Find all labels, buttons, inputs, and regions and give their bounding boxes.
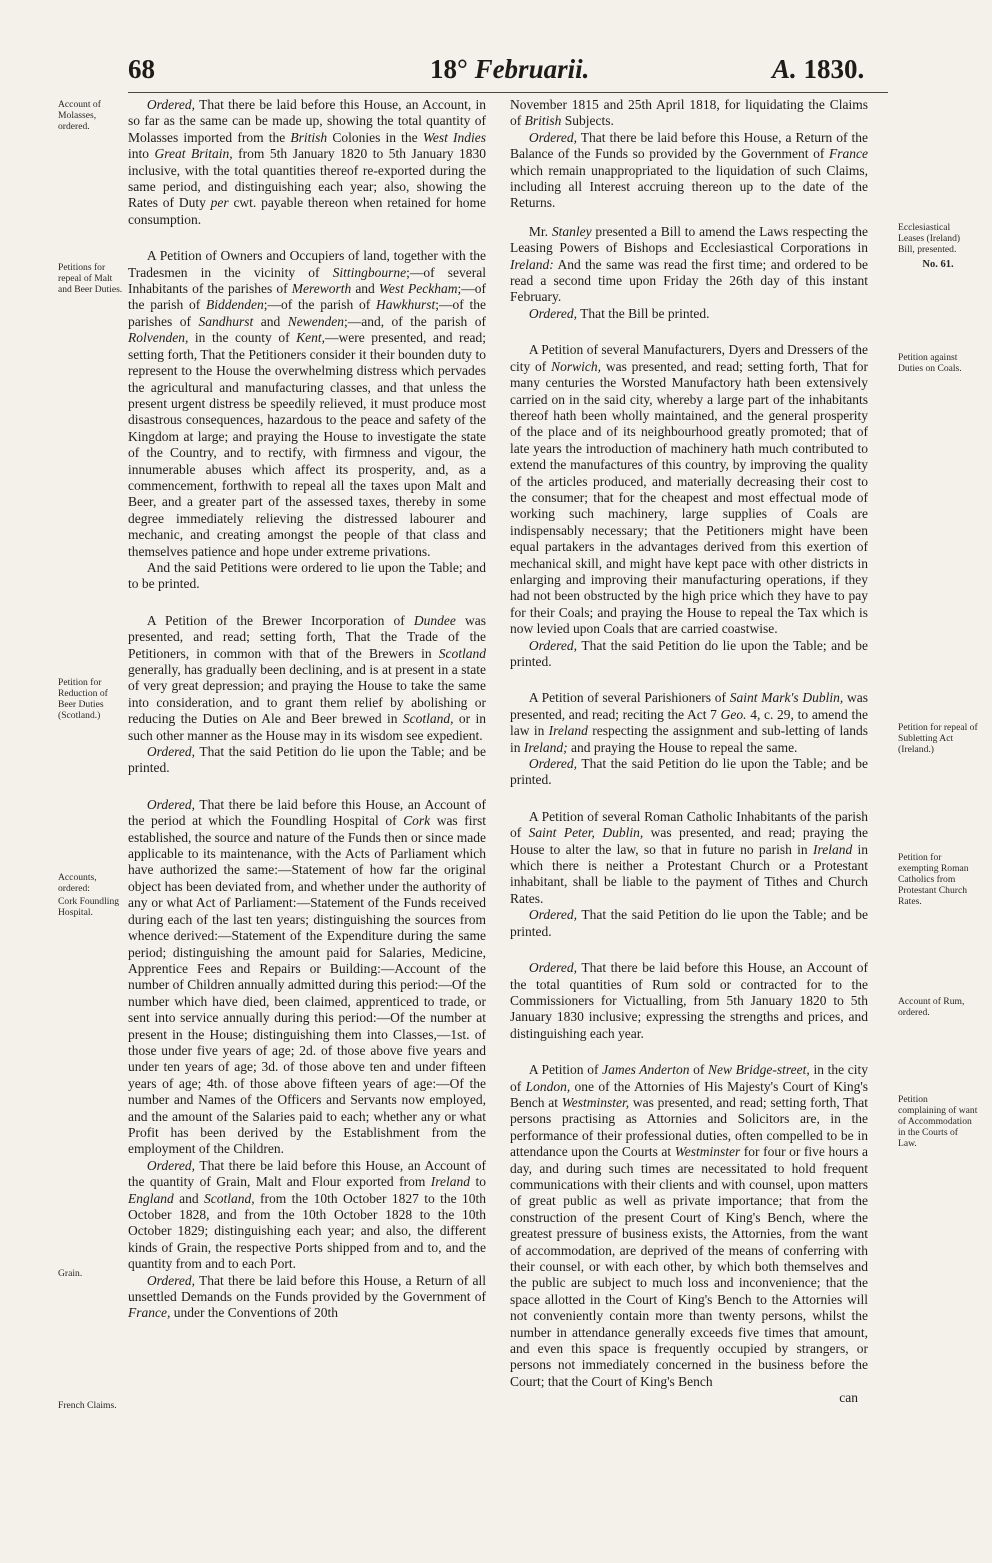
margin-note-rum: Account of Rum, ordered. xyxy=(898,996,965,1018)
margin-note-coals: Petition against Duties on Coals. xyxy=(898,352,962,374)
margin-note-church-rates: Petition for exempting Roman Catholics from Protestant Church Rates. xyxy=(898,852,969,907)
ecclesiastical-note: Ecclesiastical Leases (Ireland) Bill, presented. xyxy=(898,222,961,255)
paragraph-anderton: A Petition of James Anderton of New Bridge-street, in the city of London, one of the Attornies of His Majesty's Court of King's Bench at Westminster, was presented, and read; setting forth, That persons practising as Attornies and Solicitors are, in the performance of their professional duties, often compelled to be in attendance upon the Courts at Westminster for four or five hours a day, and during such times are necessitated to hold frequent communications with their clients and with counsel, upon matters of great public as well as private importance; that from the construction of the present Court of King's Bench, where the greatest pressure of business exists, the Attornies, from the want of accommodation, are deprived of the means of conferring with their counsel, or with each other, by which both themselves and the public are subject to much loss and inconvenience; that the space allotted in the Court of King's Bench to the Attornies will not conveniently contain more than twenty persons, whilst the number in attendance generally exceeds five times that amount, and even this space is frequently occupied by strangers, or persons not immediately concerned in the business before the Court; that the Court of King's Bench xyxy=(510,1062,869,1389)
margin-note-french-claims: French Claims. xyxy=(58,1400,117,1411)
paragraph-stanley-order: Ordered, That the Bill be printed. xyxy=(528,305,710,321)
paragraph-saint-mark-order: Ordered, That the said Petition do lie upon the Table; and be printed. xyxy=(510,756,868,788)
running-head-date xyxy=(430,54,589,85)
margin-note-malt-beer: Petitions for repeal of Malt and Beer Duties. xyxy=(58,262,123,295)
bill-number: No. 61. xyxy=(922,259,954,270)
paragraph-saint-peter-order: Ordered, That the said Petition do lie upon the Table; and be printed. xyxy=(510,907,868,939)
paragraph-cork: Ordered, That there be laid before this House, an Account of the period at which the Foundling Hospital of Cork was first established, the source and nature of the Funds then or since made applicable to its maintenance, with the Acts of Parliament which have authorized the same:—Statement of how far the original object has been deviated from, and whether under the authority of any or what Act of Parliament:—Statement of the Funds received during each of the last ten years; distinguishing the sources from whence derived:—Statement of the Expenditure during the same period; distinguishing the amount paid for Salaries, Medicine, Apprentice Fees and Repairs or Building:—Account of the number of Children annually admitted during this period:—Of the number which have died, been claimed, apprenticed to trade, or sent into service annually during this period:—Of the number at present in the House; distinguishing them into Classes,—1st. of those under five years of age; 2d. of those above five years and under ten years of age; 3d. of those above ten and under fifteen years of age; 4th. of those above fifteen years of age:—Of the number and Names of the Officers and Servants now employed, and the amount of the Salaries paid to each; whether any or what Profit has been derived by the Establishment from the employment of the Children. xyxy=(128,796,486,1157)
margin-note-cork-hospital: Cork Foundling Hospital. xyxy=(58,896,120,918)
date-month: Februarii. xyxy=(474,54,590,84)
paragraph-french-claims: Ordered, That there be laid before this House, a Return of all unsettled Demands on the Funds provided by the Government of France, under the Conventions of 20th xyxy=(128,1272,486,1321)
margin-note-subletting: Petition for repeal of Subletting Act (Ireland.) xyxy=(898,722,978,755)
header-rule xyxy=(128,92,888,93)
margin-note-accounts-ordered: Accounts, ordered: xyxy=(58,872,97,894)
running-head-year xyxy=(772,54,864,85)
paragraph-norwich: A Petition of several Manufacturers, Dyers and Dressers of the city of Norwich, was presented, and read; setting forth, That for many centuries the Worsted Manufactory hath been extensively carried on in the said city, whereby a large part of the inhabitants thereof hath been wholly maintained, and the general prosperity of the place and of its neighbourhood greatly promoted; that of late years the introduction of machinery hath much contributed to extend the manufactures of this country, by improving the quality of the articles produced, and materially decreasing their cost to the consumer; that for the cheapest and most effectual mode of working such machinery, large supplies of Coals are indispensably necessary; that the Petitioners might have been equal partakers in the advantages derived from this exertion of mechanical skill, and might have kept pace with other districts in enlarging and improving their manufacturing operations, if they had not been obstructed by the high price which they have to pay for their Coals; and praying the House to repeal the Tax which is now levied upon Coals that are carried coastwise. xyxy=(510,342,869,637)
catchword: can xyxy=(839,1390,858,1406)
paragraph-molasses: Ordered, That there be laid before this House, an Account, in so far as the same can be made up, showing the total quantity of Molasses imported from the British Colonies in the West Indies into Great Britain, from 5th January 1820 to 5th January 1830 inclusive, with the total quantities thereof re-exported during the same period, and distinguishing each year; also, showing the Rates of Duty per cwt. payable thereon when retained for home consumption. xyxy=(128,97,486,227)
margin-note-molasses: Account of Molasses, ordered. xyxy=(58,99,101,132)
paragraph-dundee-order: Ordered, That the said Petition do lie upon the Table; and be printed. xyxy=(128,744,486,776)
right-column xyxy=(510,97,868,1407)
paragraph-stanley-bill: Mr. Stanley presented a Bill to amend the Laws respecting the Leasing Powers of Bishops and Ecclesiastical Corporations in Ireland: And the same was read the first time; and ordered to be read a second time upon Friday the 26th day of this instant February. xyxy=(510,223,868,305)
year: 1830. xyxy=(803,54,865,84)
paragraph-norwich-order: Ordered, That the said Petition do lie upon the Table; and be printed. xyxy=(510,637,868,669)
margin-note-beer-scotland: Petition for Reduction of Beer Duties (Scotland.) xyxy=(58,677,108,721)
paragraph-dundee: A Petition of the Brewer Incorporation of Dundee was presented, and read; setting forth, That the Trade of the Petitioners, in common with that of the Brewers in Scotland generally, has gradually been declining, and is at present in a state of very great depression; and praying the House to take the same into consideration, and to grant them relief by abolishing or reducing the Duties on Ale and Beer brewed in Scotland, or in such other manner as the House may in its wisdom see expedient. xyxy=(128,612,487,743)
margin-note-ecclesiastical xyxy=(898,222,978,270)
paragraph-rum: Ordered, That there be laid before this House, an Account of the total quantities of Rum sold or contracted for to the Commissioners for Victualling, from 5th January 1820 to 5th January 1830 inclusive; expressing the strengths and prices, and distinguishing each year. xyxy=(510,960,868,1041)
page-number: 68 xyxy=(128,54,155,84)
left-column xyxy=(128,97,486,1322)
margin-note-grain: Grain. xyxy=(58,1268,83,1279)
paragraph-malt-order: And the said Petitions were ordered to lie upon the Table; and to be printed. xyxy=(128,559,486,592)
page-header xyxy=(0,52,992,92)
paragraph-saint-mark: A Petition of several Parishioners of Saint Mark's Dublin, was presented, and read; reciting the Act 7 Geo. 4, c. 29, to amend the law in Ireland respecting the assignment and sub-letting of lands in Ireland; and praying the House to repeal the same. xyxy=(510,690,868,755)
paragraph-malt-petitions: A Petition of Owners and Occupiers of land, together with the Tradesmen in the vicinity of Sittingbourne;—of several Inhabitants of the parishes of Mereworth and West Peckham;—of the parish of Biddenden;—of the parish of Hawkhurst;—of the parishes of Sandhurst and Newenden;—and, of the parish of Rolvenden, in the county of Kent,—were presented, and read; setting forth, That the Petitioners consider it their bounden duty to represent to the House the overwhelming distress which pervades the agricultural and manufacturing classes, and that unless the present urgent distress be speedily relieved, it must produce most disastrous consequences, hazardous to the peace and safety of the Kingdom at large; and praying the House to investigate the state of the Country, and to rectify, with firmness and vigour, the innumerable abuses which affect its prosperity, and, as a commencement, forthwith to repeal all the taxes upon Malt and Beer, and a greater part of the assessed taxes, thereby in some degree immediately relieving the distressed labourer and mechanic, and creating amongst the people of that class and themselves patience and hope under extreme privations. xyxy=(128,248,486,559)
paragraph-grain: Ordered, That there be laid before this House, an Account of the quantity of Grain, Malt and Flour exported from Ireland to England and Scotland, from the 10th October 1827 to the 10th October 1828, and from the 10th October 1828 to the 10th October 1829; distinguishing each year; and also, the different kinds of Grain, the respective Ports shipped from and to, and the quantity from and to each Port. xyxy=(128,1157,486,1272)
paragraph-french-balance: Ordered, That there be laid before this House, a Return of the Balance of the Funds so provided by the Government of France which remain unappropriated to the liquidation of such Claims, including all Interest accruing thereon up to the date of the Returns. xyxy=(510,129,868,211)
date-day: 18° xyxy=(430,54,468,84)
paragraph-french-continued: November 1815 and 25th April 1818, for liquidating the Claims of British Subjects. xyxy=(510,97,868,129)
year-a: A. xyxy=(772,54,797,84)
paragraph-saint-peter: A Petition of several Roman Catholic Inhabitants of the parish of Saint Peter, Dublin, was presented, and read; praying the House to alter the law, so that in future no parish in Ireland in which there is neither a Protestant Church or a Protestant inhabitant, shall be liable to the payment of Tithes and Church Rates. xyxy=(510,808,868,906)
margin-note-law-courts: Petition complaining of want of Accommodation in the Courts of Law. xyxy=(898,1094,978,1149)
